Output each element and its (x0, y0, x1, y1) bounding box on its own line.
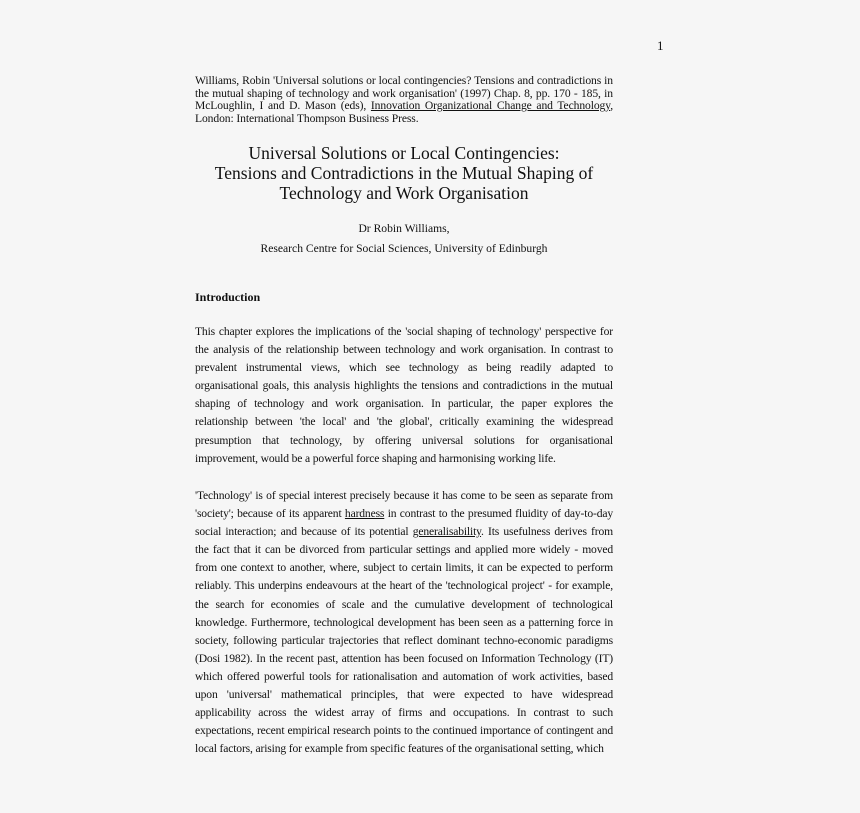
title-line-1: Universal Solutions or Local Contingencies: (248, 143, 560, 163)
paragraph-2-text (195, 487, 613, 758)
emphasis-generalisability: generalisability (412, 525, 482, 539)
paragraph-2-part-a: 'Technology' is of special interest precisely because it has come to be seen as separate from 'society'; because of its apparent (195, 489, 613, 521)
author-block (190, 219, 618, 259)
author-name: Dr Robin Williams, (358, 222, 450, 235)
emphasis-hardness: hardness (344, 507, 385, 521)
paragraph-2-part-b: in contrast to the presumed fluidity of day-to-day social interaction; and because of its potential (195, 507, 613, 539)
section-heading: Introduction (195, 290, 261, 304)
paragraph-2 (195, 487, 613, 758)
citation-book-title: Innovation Organizational Change and Technology (370, 99, 611, 112)
paper-title (190, 143, 618, 203)
title-line-3: Technology and Work Organisation (279, 183, 529, 203)
title-line-2: Tensions and Contradictions in the Mutual Shaping of (214, 163, 594, 183)
paragraph-1-text: This chapter explores the implications of the 'social shaping of technology' perspective for the analysis of the relationship between technology and work organisation. In contrast to prevalent instrumental views, which see technology as being readily adapted to organisational goals, this analysis highlights the tensions and contradictions in the mutual shaping of technology and work organisation. In particular, the paper explores the relationship between 'the local' and 'the global', critically examining the widespread presumption that technology, by offering universal solutions for organisational improvement, would be a powerful force shaping and harmonising working life. (195, 325, 613, 465)
author-affiliation: Research Centre for Social Sciences, University of Edinburgh (260, 242, 548, 255)
citation-text: Williams, Robin 'Universal solutions or local contingencies? Tensions and contradictions in the mutual shaping of technology and work organisation' (1997) Chap. 8, pp. 170 - 185, in McLoughlin, I and D. Mason (eds), (195, 74, 613, 112)
citation (195, 75, 613, 125)
paragraph-1 (195, 323, 613, 468)
page-number: 1 (657, 38, 664, 53)
citation-publisher: , London: International Thompson Business Press. (195, 99, 614, 125)
paragraph-2-part-c: . Its usefulness derives from the fact that it can be divorced from particular settings and applied more widely - moved from one context to another, where, subject to certain limits, it can be expected to perform reliably. This underpins endeavours at the heart of the 'technological project' - for example, the search for economies of scale and the cumulative development of technological knowledge. Furthermore, technological development has been seen as a patterning force in society, following particular trajectories that reflect dominant techno-economic paradigms (Dosi 1982). In the recent past, attention has been focused on Information Technology (IT) which offered powerful tools for rationalisation and automation of work activities, based upon 'universal' mathematical principles, that were expected to have widespread applicability across the widest array of firms and occupations. In contrast to such expectations, recent empirical research points to the continued importance of contingent and local factors, arising for example from specific features of the organisational setting, which (195, 525, 613, 756)
